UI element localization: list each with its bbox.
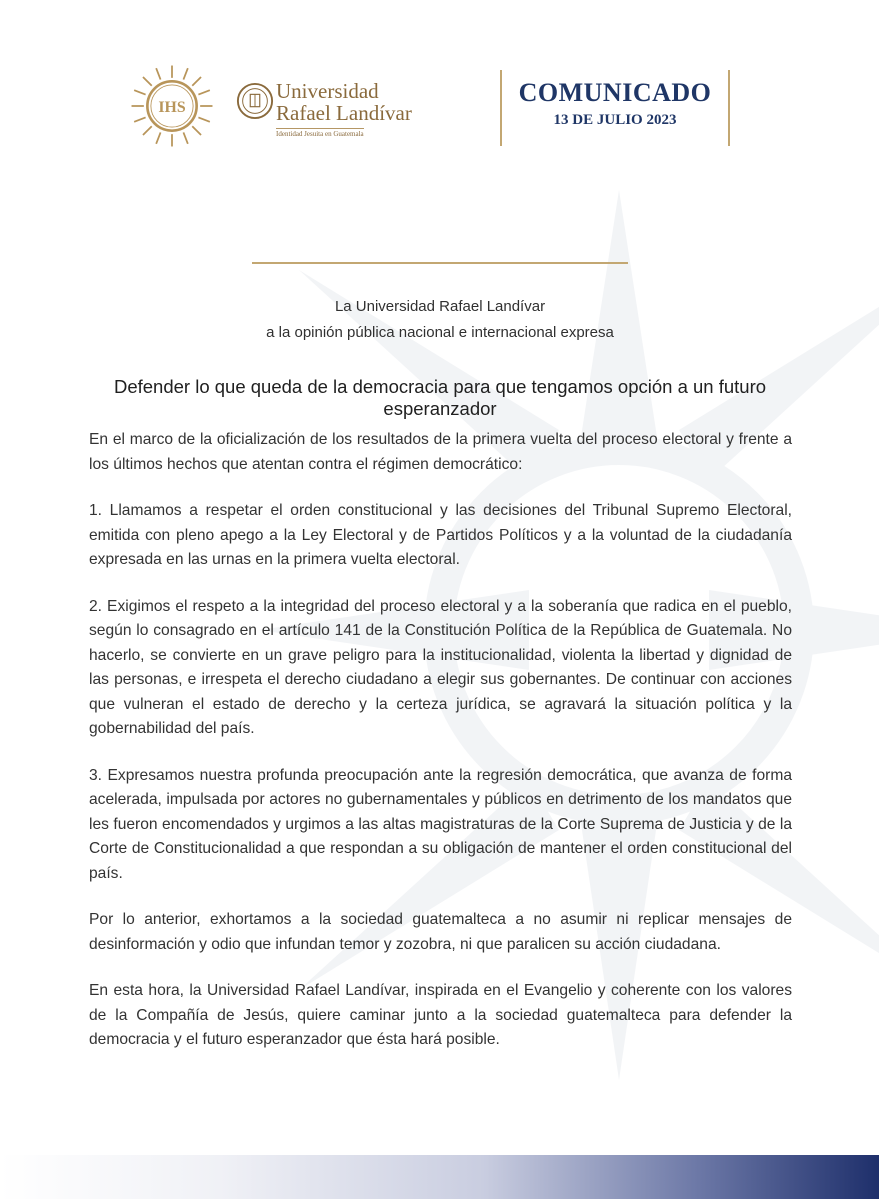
- statement-headline: Defender lo que queda de la democracia para que tengamos opción a un futuro esperanzador: [113, 376, 767, 419]
- title-divider-left: [500, 70, 502, 146]
- gold-rule: [252, 262, 628, 264]
- university-tagline: Identidad Jesuita en Guatemala: [276, 130, 364, 138]
- paragraph-point-3: 3. Expresamos nuestra profunda preocupación ante la regresión democrática, que avanza de forma acelerada, impulsada por actores no gubernamentales y públicos en detrimento de los mandatos que les fueron encomendados y urgimos a las altas magistraturas de la Corte Suprema de Justicia y de la Corte de Constitucionalidad a que respondan a su obligación de mantener el orden constitucional del país.: [89, 766, 792, 882]
- ihs-monogram: IHS: [158, 99, 186, 117]
- url-seal-icon: [236, 82, 274, 120]
- paragraph-point-2: 2. Exigimos el respeto a la integridad del proceso electoral y a la soberanía que radica en el pueblo, según lo consagrado en el artículo 141 de la Constitución Política de la República de Guatemala. No hacerlo, se convierte en un grave peligro para la institucionalidad, violenta la libertad y dignidad de las personas, e irrespeta el derecho ciudadano a elegir sus gobernantes. De continuar con acciones que vulneran el estado de derecho y la certeza jurídica, se agravará la situación política y la gobernabilidad del país.: [89, 597, 792, 737]
- paragraph-exhortation: Por lo anterior, exhortamos a la sociedad guatemalteca a no asumir ni replicar mensajes de desinformación y odio que infundan temor y zozobra, ni que paralicen su acción ciudadana.: [89, 911, 792, 953]
- intro-line-2: a la opinión pública nacional e internacional expresa: [266, 324, 614, 341]
- university-name-line1: Universidad: [276, 79, 379, 103]
- footer-gradient-band: [0, 1155, 879, 1199]
- university-logo: [236, 78, 412, 148]
- statement-body: [89, 428, 792, 1075]
- document-title: COMUNICADO: [518, 78, 712, 107]
- university-name-line2: Rafael Landívar: [276, 101, 412, 125]
- letterhead: [0, 60, 879, 170]
- title-divider-right: [728, 70, 730, 146]
- document-date: 13 DE JULIO 2023: [553, 112, 677, 128]
- intro-line-1: La Universidad Rafael Landívar: [334, 298, 546, 315]
- paragraph-context: En el marco de la oficialización de los resultados de la primera vuelta del proceso electoral y frente a los últimos hechos que atentan contra el régimen democrático:: [89, 431, 792, 473]
- paragraph-point-1: 1. Llamamos a respetar el orden constitucional y las decisiones del Tribunal Supremo Electoral, emitida con pleno apego a la Ley Electoral y de Partidos Políticos y a la voluntad de la ciudadanía expresada en las urnas en la primera vuelta electoral.: [89, 502, 792, 568]
- paragraph-closing: En esta hora, la Universidad Rafael Landívar, inspirada en el Evangelio y coherente con los valores de la Compañía de Jesús, quiere caminar junto a la sociedad guatemalteca para defender la democracia y el futuro esperanzador que ésta hará posible.: [89, 982, 792, 1048]
- jesuit-sun-ihs-icon: [128, 62, 216, 150]
